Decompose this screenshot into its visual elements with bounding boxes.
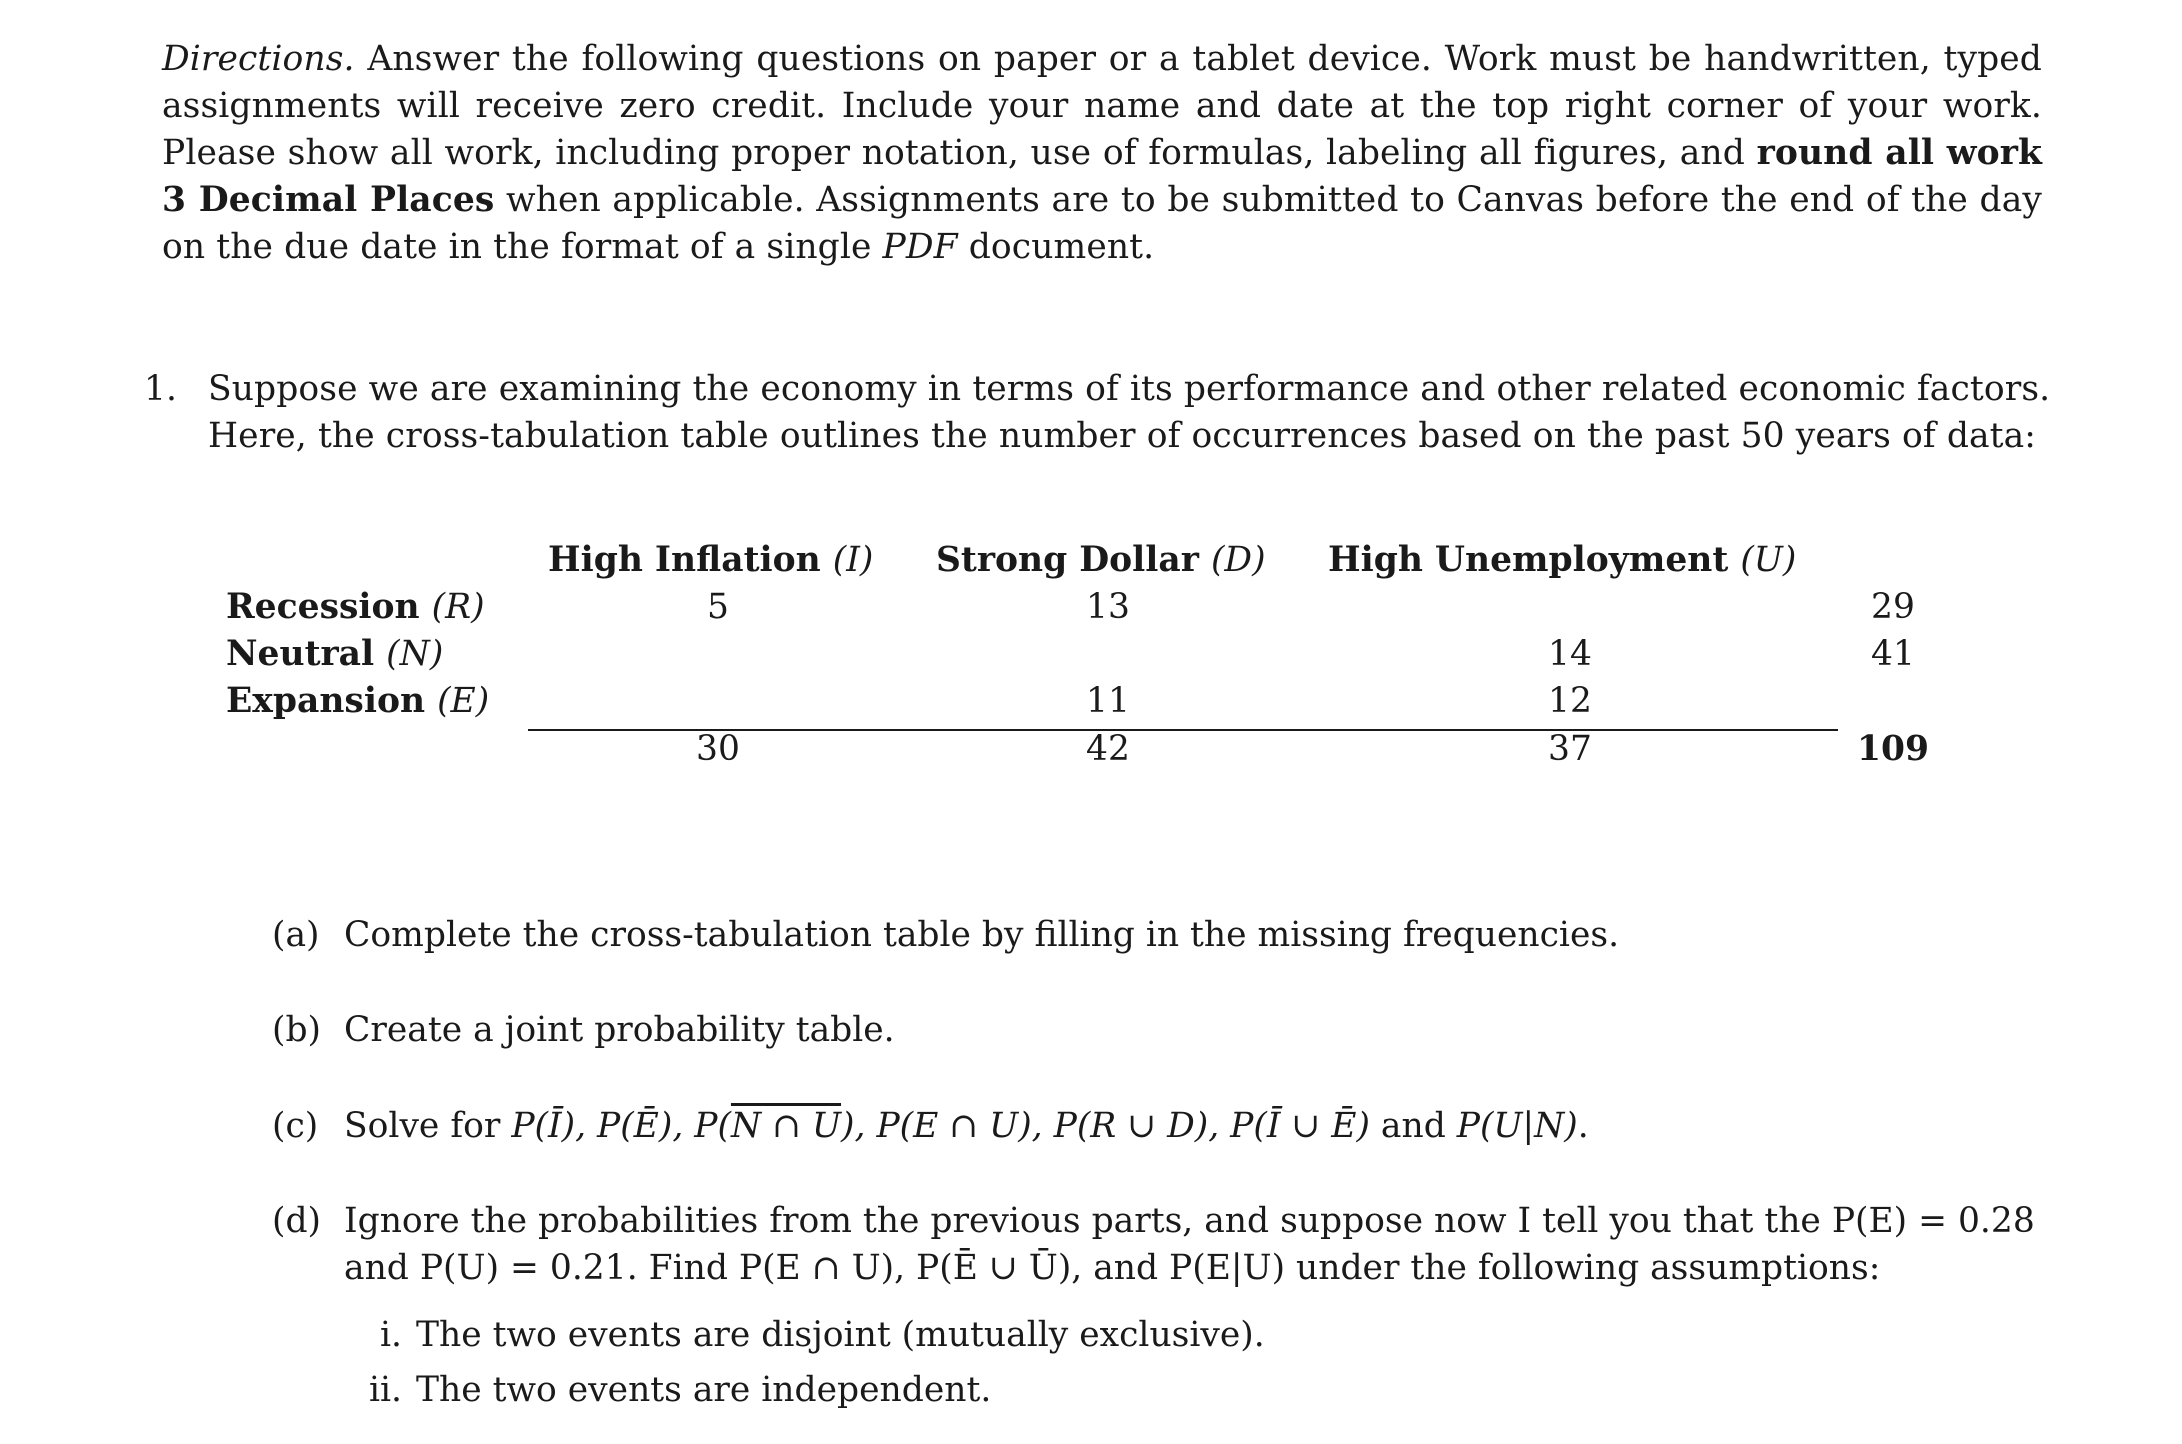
directions-lead: Directions. (162, 39, 355, 79)
part-d-line-2: and P(U) = 0.21. Find P(E ∩ U), P(Ē ∪ Ū), and P(E|U) under the following assumptions: (344, 1248, 1881, 1288)
directions-bold: round all work 3 Decimal Places (162, 133, 2043, 220)
total-unemployment: 37 (1548, 729, 1592, 769)
part-b (272, 1007, 895, 1054)
part-c-pre: Solve for (344, 1106, 512, 1146)
total-dollar: 42 (1086, 729, 1130, 769)
part-c-end: . (1577, 1106, 1589, 1146)
cell-neutral-total: 41 (1871, 634, 1915, 674)
part-c-expr-1: P(Ī), P(Ē), P( (511, 1106, 731, 1146)
question-1 (144, 366, 2088, 460)
directions-paragraph (162, 36, 2042, 271)
question-1-text: Suppose we are examining the economy in terms of its performance and other related economic factors. Here, the cross-tabulation table outlines the number of occurrences based on the past 50 years of data: (208, 369, 2051, 456)
col-header-dollar: Strong Dollar (D) (936, 540, 1266, 580)
col-header-unemployment: High Unemployment (U) (1328, 540, 1797, 580)
total-inflation: 30 (696, 729, 740, 769)
part-a (272, 912, 1620, 959)
part-b-text: Create a joint probability table. (344, 1010, 895, 1050)
directions-text-1: Answer the following questions on paper or a tablet device. Work must be handwritten, typed assignments will receive zero credit. Include your name and date at the top right corner of your work. Please show all work, including proper notation, use of formulas, labeling all figures, and (162, 39, 2042, 173)
part-d (272, 1198, 2035, 1245)
row-label-neutral: Neutral (N) (226, 634, 444, 674)
part-c-expr-2: ), P(E ∩ U), P(R ∪ D), P(Ī ∪ Ē) (841, 1106, 1370, 1146)
col-header-inflation: High Inflation (I) (548, 540, 874, 580)
part-c-and: and (1369, 1106, 1457, 1146)
grand-total: 109 (1856, 729, 1930, 769)
cell-neutral-unemployment: 14 (1548, 634, 1592, 674)
part-d-cont (344, 1245, 1880, 1292)
part-d-item-ii (368, 1367, 992, 1414)
part-d-item-ii-text: The two events are independent. (416, 1370, 992, 1410)
part-d-label: (d) (272, 1201, 322, 1241)
part-d-item-i (379, 1312, 1265, 1359)
cell-recession-inflation: 5 (707, 587, 729, 627)
part-b-label: (b) (272, 1010, 322, 1050)
part-d-item-i-text: The two events are disjoint (mutually exclusive). (416, 1315, 1265, 1355)
row-label-expansion: Expansion (E) (226, 681, 490, 721)
part-c-label: (c) (272, 1106, 319, 1146)
part-d-item-ii-label: ii. (368, 1370, 402, 1410)
part-a-text: Complete the cross-tabulation table by filling in the missing frequencies. (344, 915, 1620, 955)
cell-expansion-dollar: 11 (1086, 681, 1130, 721)
row-label-recession: Recession (R) (226, 587, 485, 627)
directions-text-3: document. (957, 227, 1155, 267)
part-d-item-i-label: i. (379, 1315, 402, 1355)
part-c-expr-3: P(U|N) (1456, 1106, 1578, 1146)
directions-pdf: PDF (882, 227, 958, 267)
question-1-number: 1. (144, 369, 178, 409)
part-c-expr-overlined: N ∩ U (730, 1106, 842, 1146)
part-c (272, 1103, 1589, 1150)
cell-expansion-unemployment: 12 (1548, 681, 1592, 721)
cell-recession-dollar: 13 (1086, 587, 1130, 627)
part-d-line-1: Ignore the probabilities from the previous parts, and suppose now I tell you that the P(E) = 0.28 (344, 1201, 2035, 1241)
cell-recession-total: 29 (1871, 587, 1915, 627)
part-a-label: (a) (272, 915, 320, 955)
directions-text-2: when applicable. Assignments are to be submitted to Canvas before the end of the day on the due date in the format of a single (162, 180, 2042, 267)
